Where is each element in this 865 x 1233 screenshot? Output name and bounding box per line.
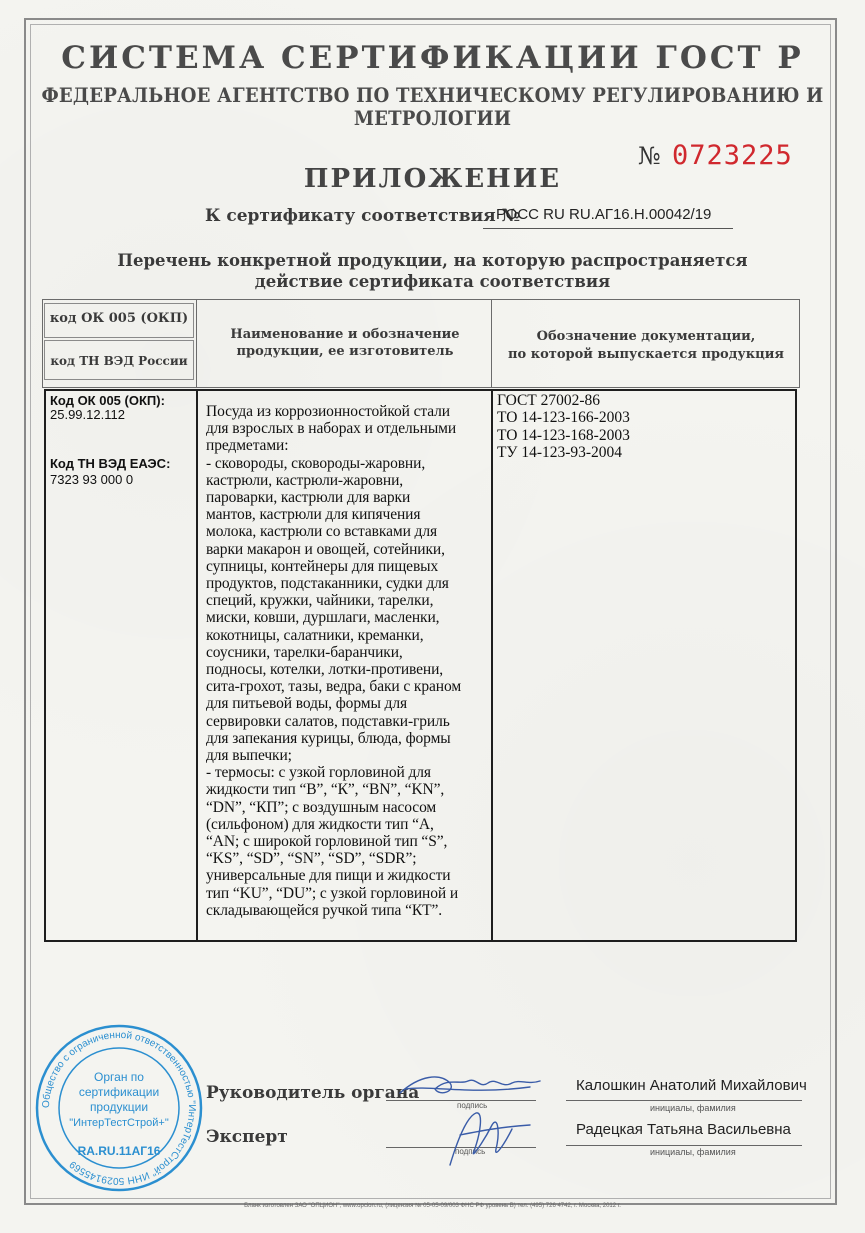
product-line: подносы, котелки, лотки-противени, — [206, 661, 444, 679]
product-line: продуктов, подстаканники, судки для — [206, 575, 449, 593]
expert-name: Радецкая Татьяна Васильевна — [576, 1121, 791, 1138]
header-tnved-label: код ТН ВЭД России — [50, 354, 188, 368]
doc-line: ТО 14-123-166-2003 — [497, 409, 630, 427]
head-label: Руководитель органа — [206, 1083, 420, 1103]
head-name-line — [566, 1100, 802, 1101]
product-line: для запекания курицы, блюда, формы — [206, 729, 451, 747]
product-line: молока, кастрюли со вставками для — [206, 523, 438, 541]
product-line: - термосы: с узкой горловиной для — [206, 764, 431, 782]
handwritten-signatures — [380, 1055, 560, 1175]
head-signature-caption: подпись — [457, 1101, 488, 1110]
product-line: жидкости тип “В”, “К”, “BN”, “KN”, — [206, 781, 445, 799]
stamp-line4: "ИнтерТестСтрой+" — [69, 1117, 169, 1129]
okp-value: 25.99.12.112 — [50, 407, 125, 422]
expert-signature-caption: подпись — [455, 1147, 486, 1156]
product-line: “DN”, “КП”; с воздушным насосом — [206, 798, 437, 816]
stamp-code: RA.RU.11АГ16 — [77, 1144, 161, 1158]
expert-name-line — [566, 1145, 802, 1146]
product-line: Посуда из коррозионностойкой стали — [206, 403, 450, 420]
product-line: (сильфоном) для жидкости тип “А, — [206, 815, 434, 833]
header-divider — [491, 299, 492, 388]
product-line: “KS”, “SD”, “SN”, “SD”, “SDR”; — [206, 850, 417, 868]
cert-number: РОСС RU RU.АГ16.Н.00042/19 — [496, 206, 712, 223]
head-name-caption: инициалы, фамилия — [650, 1103, 736, 1113]
stamp-line2: сертификации — [78, 1085, 160, 1099]
okp-label: Код ОК 005 (ОКП): — [50, 393, 165, 408]
expert-signature-stroke — [460, 1125, 530, 1135]
product-line: специй, кружки, чайники, тарелки, — [206, 592, 434, 610]
product-line: кастрюли, кастрюли-жаровни, — [206, 471, 404, 489]
head-signature-stroke — [406, 1087, 530, 1090]
product-line: универсальные для пищи и жидкости — [206, 867, 451, 885]
number-sign: № — [638, 142, 661, 170]
product-line: для взрослых в наборах и отдельными — [206, 420, 457, 438]
product-line: предметами: — [206, 437, 289, 455]
product-line: сита-грохот, тазы, ведра, баки с краном — [206, 678, 462, 696]
doc-line: ГОСТ 27002-86 — [497, 392, 601, 409]
cert-label: К сертификату соответствия № — [205, 206, 521, 226]
product-line: пароварки, кастрюли для варки — [206, 489, 411, 507]
cert-number-underline — [483, 228, 733, 229]
form-number: 0723225 — [672, 140, 793, 171]
product-line: варки макарон и овощей, сотейники, — [206, 540, 445, 558]
stamp-ring-path: Общество с ограниченной ответственностью "ИнтерТестСтрой" ИНН 5029145569 — [40, 1029, 198, 1187]
product-line: тип “KU”, “DU”; с узкой горловиной и — [206, 884, 459, 902]
expert-name-caption: инициалы, фамилия — [650, 1147, 736, 1157]
body-divider — [491, 389, 493, 942]
product-line: мантов, кастрюли для кипячения — [206, 506, 421, 524]
system-title: СИСТЕМА СЕРТИФИКАЦИИ ГОСТ Р — [61, 40, 804, 76]
header-documentation — [496, 328, 796, 364]
body-divider — [196, 389, 198, 942]
expert-label: Эксперт — [206, 1127, 288, 1147]
head-name: Калошкин Анатолий Михайлович — [576, 1077, 807, 1094]
header-doc-line2: по которой выпускается продукция — [508, 347, 784, 362]
header-okp-label: код ОК 005 (ОКП) — [49, 311, 189, 326]
header-doc-line1: Обозначение документации, — [536, 329, 756, 344]
header-product-line1: Наименование и обозначение — [230, 327, 460, 342]
header-product-line2: продукции, ее изготовитель — [236, 344, 454, 359]
product-line: для питьевой воды, формы для — [206, 695, 407, 713]
stamp-line3: продукции — [89, 1100, 149, 1114]
doc-line: ТУ 14-123-93-2004 — [497, 443, 623, 461]
certification-stamp — [34, 1023, 204, 1193]
product-line: “AN; с широкой горловиной тип “S”, — [206, 833, 448, 851]
product-description — [206, 403, 491, 919]
tnved-value: 7323 93 000 0 — [50, 472, 134, 487]
tnved-label: Код ТН ВЭД ЕАЭС: — [50, 456, 171, 471]
agency-title: ФЕДЕРАЛЬНОЕ АГЕНТСТВО ПО ТЕХНИЧЕСКОМУ РЕГУЛИРОВАНИЮ И МЕТРОЛОГИИ — [41, 84, 824, 130]
product-line: соусники, тарелки-баранчики, — [206, 643, 403, 661]
product-line: супницы, контейнеры для пищевых — [206, 557, 439, 575]
list-title-line1: Перечень конкретной продукции, на которую распространяется — [117, 251, 748, 270]
header-product-name — [200, 326, 490, 360]
product-line: для выпечки; — [206, 747, 292, 765]
product-line: миски, ковши, дуршлаги, масленки, — [206, 609, 440, 627]
documentation-list — [497, 392, 630, 461]
product-line: сервировки салатов, подставки-гриль — [206, 712, 450, 730]
appendix-title: ПРИЛОЖЕНИЕ — [303, 164, 562, 194]
header-divider — [196, 299, 197, 388]
printer-footer: Бланк изготовлен ЗАО "ОПЦИОН", www.opcion.ru, (лицензия № 05-05-09/003 ФНС РФ уровень В) тел. (495) 726 4742, г. Москва, 2012 г. — [244, 1203, 621, 1209]
product-line: кокотницы, салатники, креманки, — [206, 626, 424, 644]
list-title — [0, 250, 865, 292]
doc-line: ТО 14-123-168-2003 — [497, 426, 630, 444]
expert-signature-stroke — [450, 1113, 512, 1165]
product-line: складывающейся ручкой типа “КТ”. — [206, 901, 443, 919]
list-title-line2: действие сертификата соответствия — [254, 272, 611, 291]
product-line: - сковороды, сковороды-жаровни, — [206, 454, 426, 472]
stamp-line1: Орган по — [94, 1070, 144, 1084]
